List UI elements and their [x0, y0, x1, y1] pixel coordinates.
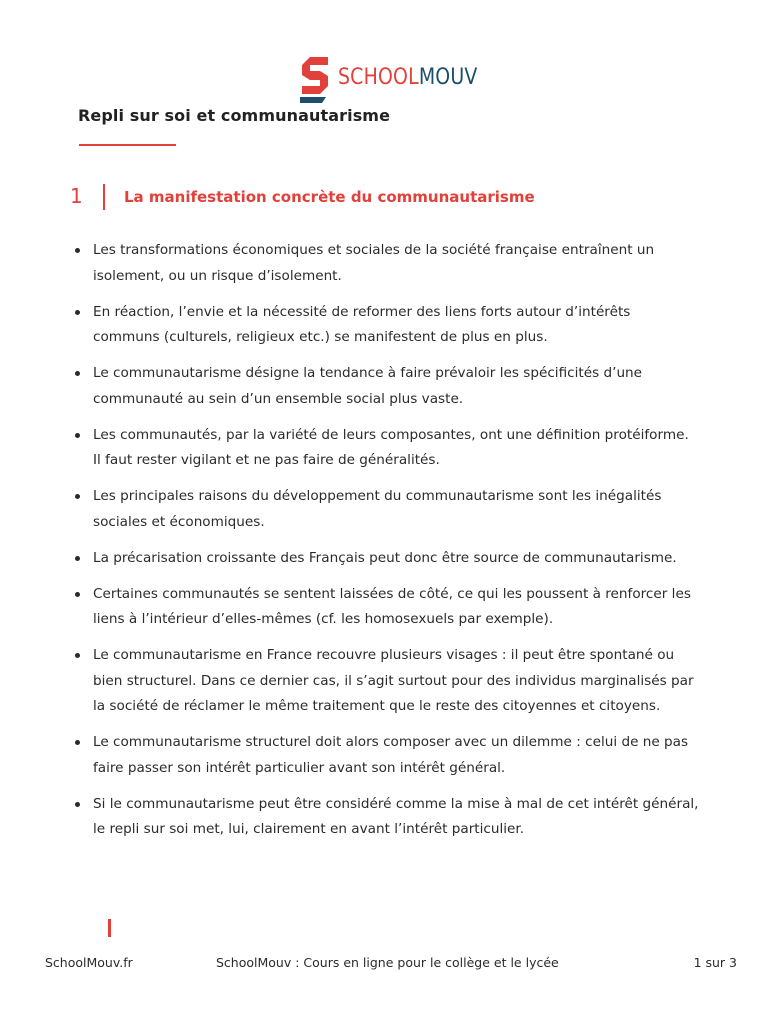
list-item: Les communautés, par la variété de leurs composantes, ont une définition protéiforme. Il faut rester vigilant et ne pas faire de généralités. — [74, 423, 699, 474]
list-item: Le communautarisme structurel doit alors composer avec un dilemme : celui de ne pas faire passer son intérêt particulier avant son intérêt général. — [74, 730, 699, 781]
list-item: Les transformations économiques et sociales de la société française entraînent un isolement, ou un risque d’isolement. — [74, 238, 699, 289]
page-number: 1 sur 3 — [693, 955, 737, 970]
section-title: La manifestation concrète du communautarisme — [124, 188, 535, 206]
list-item: En réaction, l’envie et la nécessité de reformer des liens forts autour d’intérêts communs (culturels, religieux etc.) se manifestent de plus en plus. — [74, 300, 699, 351]
section-number: 1 — [70, 184, 83, 208]
logo-wordmark: SCHOOLMOUV — [338, 64, 478, 90]
list-item: Si le communautarisme peut être considéré comme la mise à mal de cet intérêt général, le repli sur soi met, lui, clairement en avant l’intérêt particulier. — [74, 792, 699, 843]
footer-tagline: SchoolMouv : Cours en ligne pour le collège et le lycée — [216, 955, 559, 970]
bullet-list — [74, 238, 699, 853]
list-item: La précarisation croissante des Français peut donc être source de communautarisme. — [74, 546, 699, 572]
section-divider — [103, 184, 105, 210]
title-underline — [79, 144, 176, 146]
list-item: Certaines communautés se sentent laissées de côté, ce qui les poussent à renforcer les liens à l’intérieur d’elles-mêmes (cf. les homosexuels par exemple). — [74, 582, 699, 633]
list-item: Les principales raisons du développement du communautarisme sont les inégalités sociales et économiques. — [74, 484, 699, 535]
next-section-marker — [108, 919, 111, 937]
list-item: Le communautarisme désigne la tendance à faire prévaloir les spécificités d’une communauté au sein d’un ensemble social plus vaste. — [74, 361, 699, 412]
schoolmouv-s-icon — [298, 53, 332, 103]
footer-site: SchoolMouv.fr — [45, 955, 133, 970]
list-item: Le communautarisme en France recouvre plusieurs visages : il peut être spontané ou bien structurel. Dans ce dernier cas, il s’agit surtout pour des individus marginalisés par la société de réclamer le même traitement que le reste des citoyennes et citoyens. — [74, 643, 699, 720]
page-title: Repli sur soi et communautarisme — [78, 106, 391, 125]
schoolmouv-logo — [298, 52, 500, 104]
